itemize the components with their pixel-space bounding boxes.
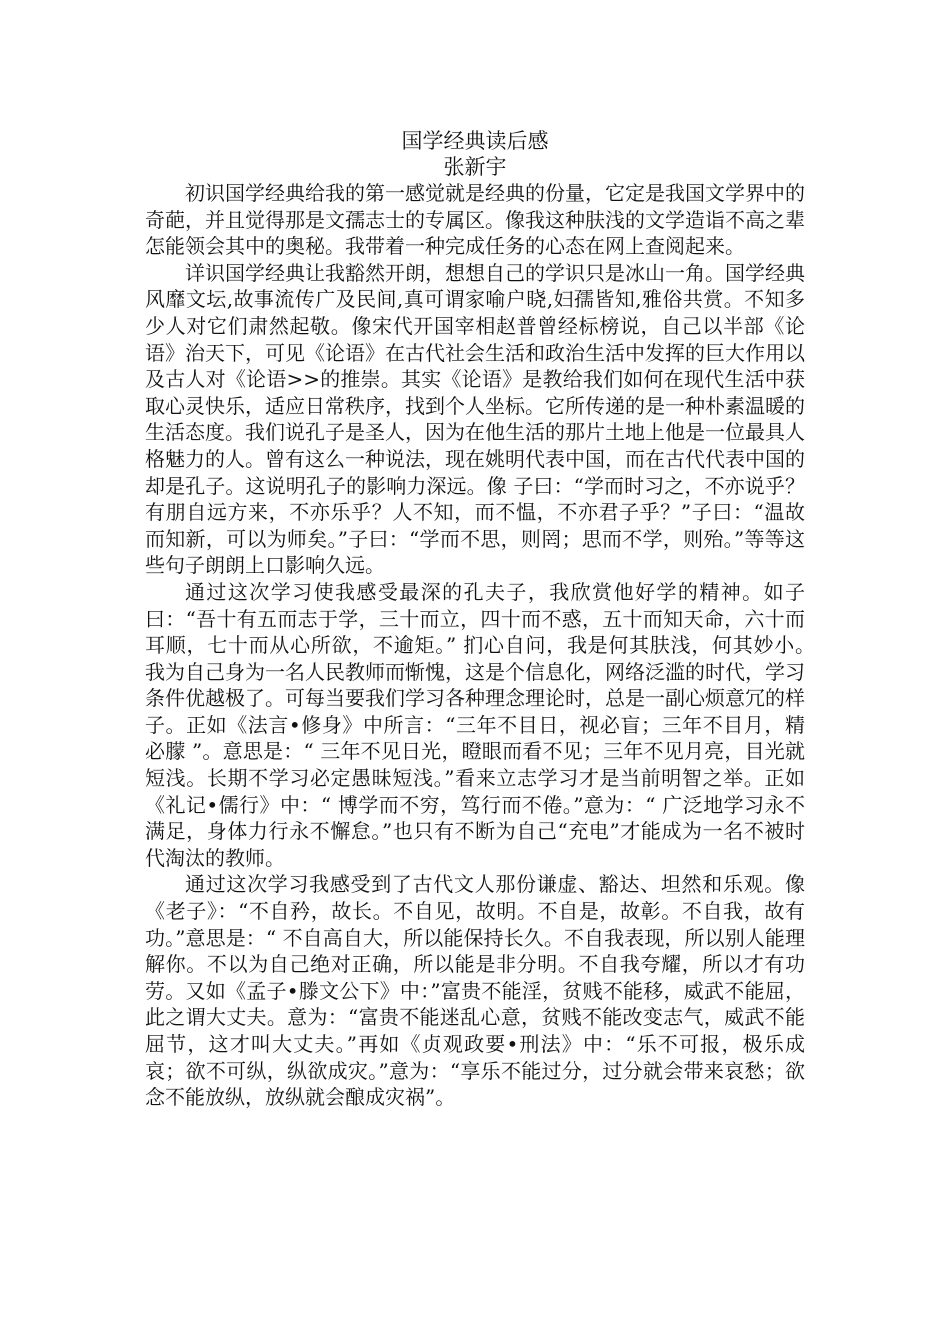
paragraph-3: 通过这次学习使我感受最深的孔夫子，我欣赏他好学的精神。如子曰：“吾十有五而志于学，三十而立，四十而不惑，五十而知天命，六十而耳顺，七十而从心所欲，不逾矩。” 扪心自问，我是何其肤浅，何其妙小。 我为自己身为一名人民教师而惭愧，这是个信息化，网络泛滥的时代，学习条件优越极了。可每当要我们学习各种理念理论时，总是一副心烦意冗的样子。正如《法言•修身》中所言：“三年不目日，视必盲；三年不目月，精必朦 ”。意思是：“ 三年不见日光，瞪眼而看不见；三年不见月亮，目光就短浅。长期不学习必定愚昧短浅。”看来立志学习才是当前明智之举。正如《礼记•儒行》中：“ 博学而不穷，笃行而不倦。”意为：“ 广泛地学习永不满足，身体力行永不懈怠。”也只有不断为自己“充电”才能成为一名不被时代淘汰的教师。 bbox=[145, 579, 825, 870]
paragraph-4: 通过这次学习我感受到了古代文人那份谦虚、豁达、坦然和乐观。像《老子》：“不自矜，故长。不自见，故明。不自是，故彰。不自我，故有功。”意思是：“ 不自高自大，所以能保持长久。不自我表现，所以别人能理解你。不以为自己绝对正确，所以能是非分明。不自我夸耀，所以才有功劳。又如《孟子•滕文公下》中：”富贵不能淫，贫贱不能移，威武不能屈，此之谓大丈夫。意为：“富贵不能迷乱心意，贫贱不能改变志气，威武不能屈节，这才叫大丈夫。”再如《贞观政要•刑法》中：“乐不可报，极乐成哀；欲不可纵，纵欲成灾。”意为：“享乐不能过分，过分就会带来哀愁；欲念不能放纵，放纵就会酿成灾祸”。 bbox=[145, 872, 805, 1110]
paragraph-1: 初识国学经典给我的第一感觉就是经典的份量，它定是我国文学界中的奇葩，并且觉得那是文孺志士的专属区。像我这种肤浅的文学造诣不高之辈怎能领会其中的奥秘。我带着一种完成任务的心态在网上查阅起来。 bbox=[145, 181, 805, 259]
document-title: 国学经典读后感 bbox=[401, 129, 549, 153]
document-page bbox=[145, 128, 825, 1111]
paragraph-2: 详识国学经典让我豁然开朗，想想自己的学识只是冰山一角。国学经典风靡文坛,故事流传广及民间,真可谓家喻户晓,妇孺皆知,雅俗共赏。不知多少人对它们肃然起敬。像宋代开国宰相赵普曾经标榜说，自己以半部《论语》治天下，可见《论语》在古代社会生活和政治生活中发挥的巨大作用以及古人对《论语>>的推崇。其实《论语》是教给我们如何在现代生活中获取心灵快乐，适应日常秩序，找到个人坐标。它所传递的是一种朴素温暖的生活态度。我们说孔子是圣人，因为在他生活的那片土地上他是一位最具人格魅力的人。曾有这么一种说法，现在姚明代表中国，而在古代代表中国的却是孔子。这说明孔子的影响力深远。像 子曰：“学而时习之，不亦说乎？有朋自远方来，不亦乐乎？人不知，而不愠，不亦君子乎？”子曰：“温故而知新，可以为师矣。”子曰：“学而不思，则罔；思而不学，则殆。”等等这些句子朗朗上口影响久远。 bbox=[145, 260, 805, 578]
document-author: 张新宇 bbox=[443, 155, 507, 179]
